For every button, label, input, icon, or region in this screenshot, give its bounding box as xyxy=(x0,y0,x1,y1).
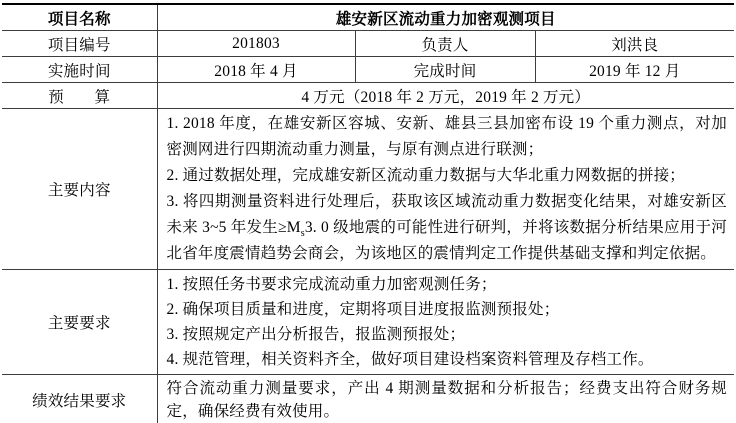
leader-value: 刘洪良 xyxy=(535,31,734,57)
requirement-item-3: 3. 按照规定产出分析报告，报监测预报处； xyxy=(166,326,466,343)
row-budget xyxy=(2,83,734,109)
project-name-label: 项目名称 xyxy=(47,10,111,28)
main-requirements-label: 主要要求 xyxy=(47,315,111,332)
row-project-name xyxy=(2,4,734,31)
row-main-content xyxy=(2,109,734,270)
end-date-label: 完成时间 xyxy=(355,57,535,83)
main-content-label: 主要内容 xyxy=(47,182,111,199)
performance-result-text: 符合流动重力测量要求，产出 4 期测量数据和分析报告；经费支出符合财务规定，确保经费有效使用。 xyxy=(166,380,727,420)
content-item-2: 2. 通过数据处理，完成雄安新区流动重力数据与大华北重力网数据的拼接； xyxy=(166,167,686,184)
end-date-value: 2019 年 12 月 xyxy=(535,57,734,83)
performance-result-label: 绩效结果要求 xyxy=(32,393,127,410)
row-dates xyxy=(2,57,734,83)
requirement-item-2: 2. 确保项目质量和进度，定期将项目进度报监测预报处； xyxy=(166,301,560,318)
budget-label-text: 预算 xyxy=(48,88,111,106)
requirement-item-4: 4. 规范管理，相关资料齐全，做好项目建设档案资料管理及存档工作。 xyxy=(166,351,654,368)
requirement-item-1: 1. 按照任务书要求完成流动重力加密观测任务； xyxy=(166,276,497,293)
content-item-1: 1. 2018 年度，在雄安新区容城、安新、雄县三县加密布设 19 个重力测点，对加密测网进行四期流动重力测量，与原有测点进行联测； xyxy=(166,115,727,158)
row-performance-result xyxy=(2,375,734,423)
budget-label xyxy=(2,83,157,109)
start-date-label: 实施时间 xyxy=(47,62,111,80)
start-date-value: 2018 年 4 月 xyxy=(157,57,355,83)
project-number-value: 201803 xyxy=(157,31,355,57)
performance-result-value xyxy=(157,375,734,423)
main-content-value xyxy=(157,109,734,270)
magnitude-subscript: s xyxy=(300,228,305,240)
main-requirements-value xyxy=(157,270,734,375)
content-item-3-post: 3. 0 级地震的可能性进行研判，并将该数据分析结果应用于河北省年度震情趋势会商会，为该地区的震情判定工作提供基础支撑和判定依据。 xyxy=(166,219,727,262)
row-project-number xyxy=(2,31,734,57)
project-info-table xyxy=(2,3,734,423)
budget-value: 4 万元（2018 年 2 万元，2019 年 2 万元） xyxy=(157,83,734,109)
project-number-label: 项目编号 xyxy=(47,36,111,54)
content-item-3-pre: 3. 将四期测量资料进行处理后，获取该区域流动重力数据变化结果，对雄安新区未来 3~5 年发生≥M xyxy=(166,193,727,236)
project-name-value: 雄安新区流动重力加密观测项目 xyxy=(157,4,734,31)
leader-label: 负责人 xyxy=(355,31,535,57)
content-item-3 xyxy=(167,189,728,267)
row-main-requirements xyxy=(2,270,734,375)
